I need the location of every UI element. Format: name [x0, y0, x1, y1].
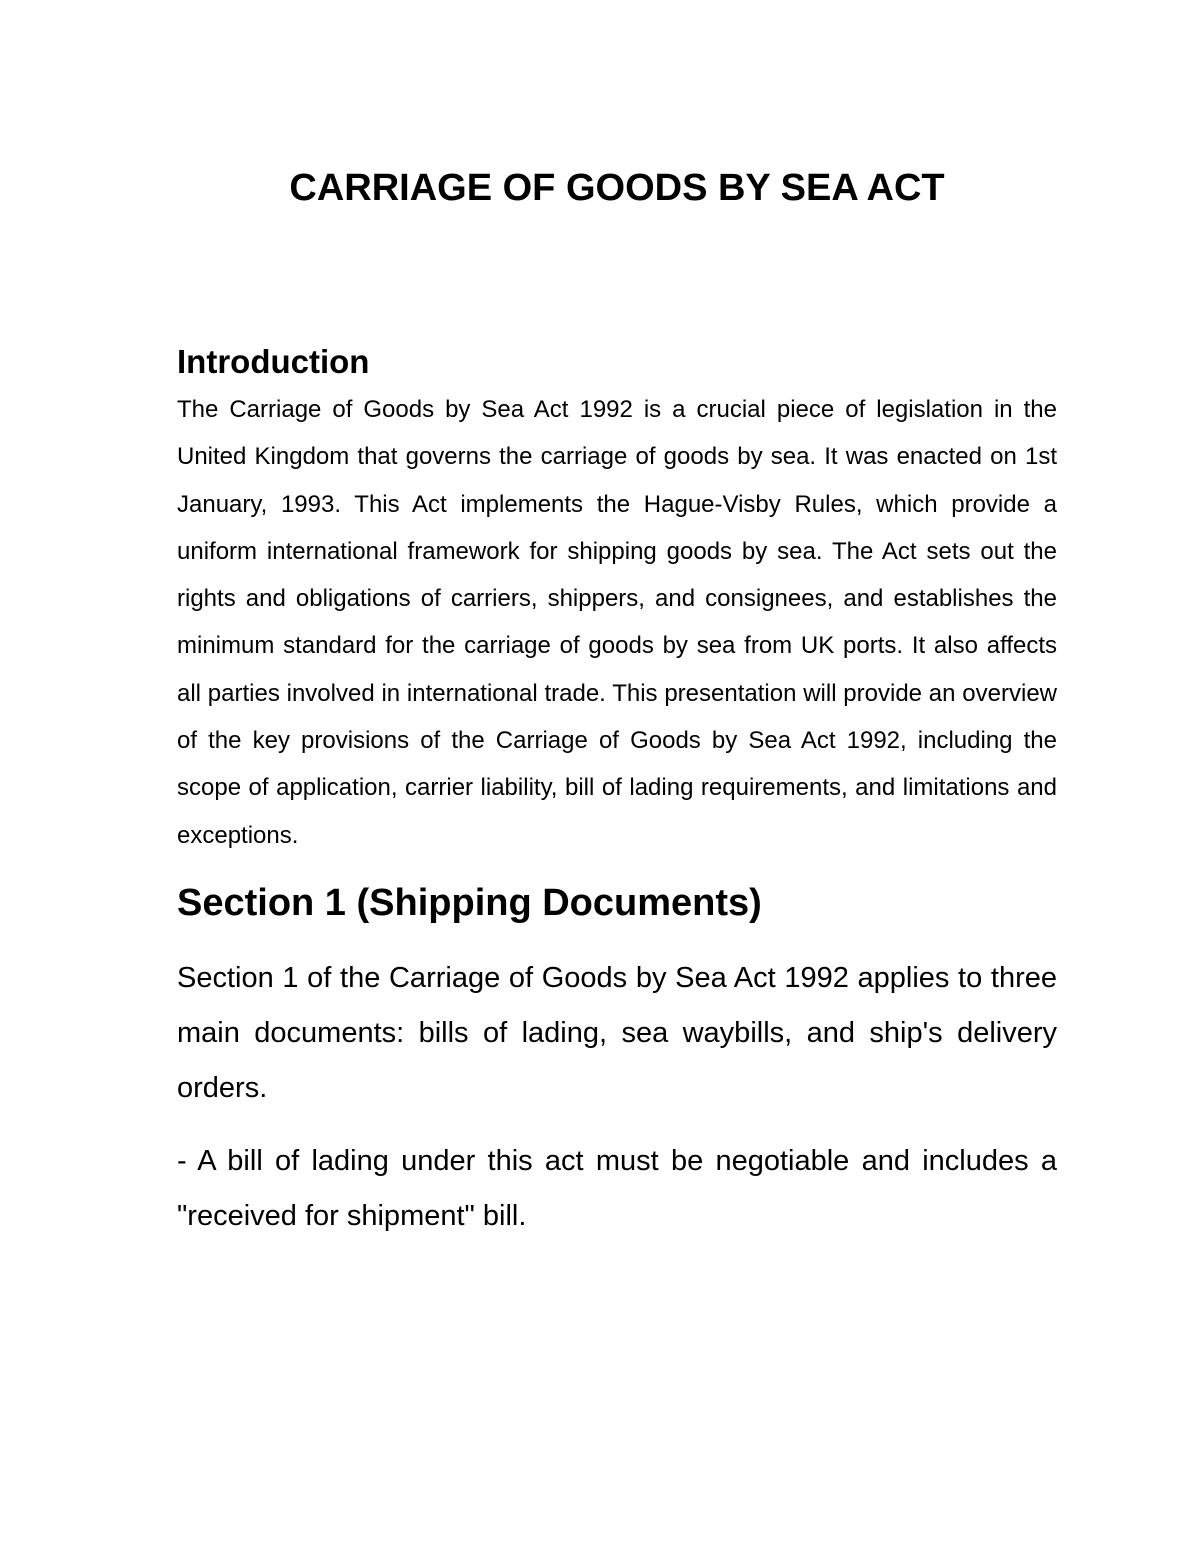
document-title: CARRIAGE OF GOODS BY SEA ACT — [289, 167, 945, 209]
section-1-list-item: - A bill of lading under this act must be negotiable and includes a "received for shipment" bill. — [177, 1144, 1057, 1232]
introduction-heading: Introduction — [177, 343, 370, 380]
document-content — [177, 340, 1057, 1262]
introduction-paragraph: The Carriage of Goods by Sea Act 1992 is a crucial piece of legislation in the United Kingdom that governs the carriage of goods by sea. It was enacted on 1st January, 1993. This Act implements the Hague-Visby Rules, which provide a uniform international framework for shipping goods by sea. The Act sets out the rights and obligations of carriers, shippers, and consignees, and establishes the minimum standard for the carriage of goods by sea from UK ports. It also affects all parties involved in international trade. This presentation will provide an overview of the key provisions of the Carriage of Goods by Sea Act 1992, including the scope of application, carrier liability, bill of lading requirements, and limitations and exceptions. — [177, 396, 1057, 849]
section-1-paragraph: Section 1 of the Carriage of Goods by Sea Act 1992 applies to three main documents: bills of lading, sea waybills, and ship's delivery orders. — [177, 961, 1057, 1104]
section-1-heading: Section 1 (Shipping Documents) — [177, 881, 762, 924]
